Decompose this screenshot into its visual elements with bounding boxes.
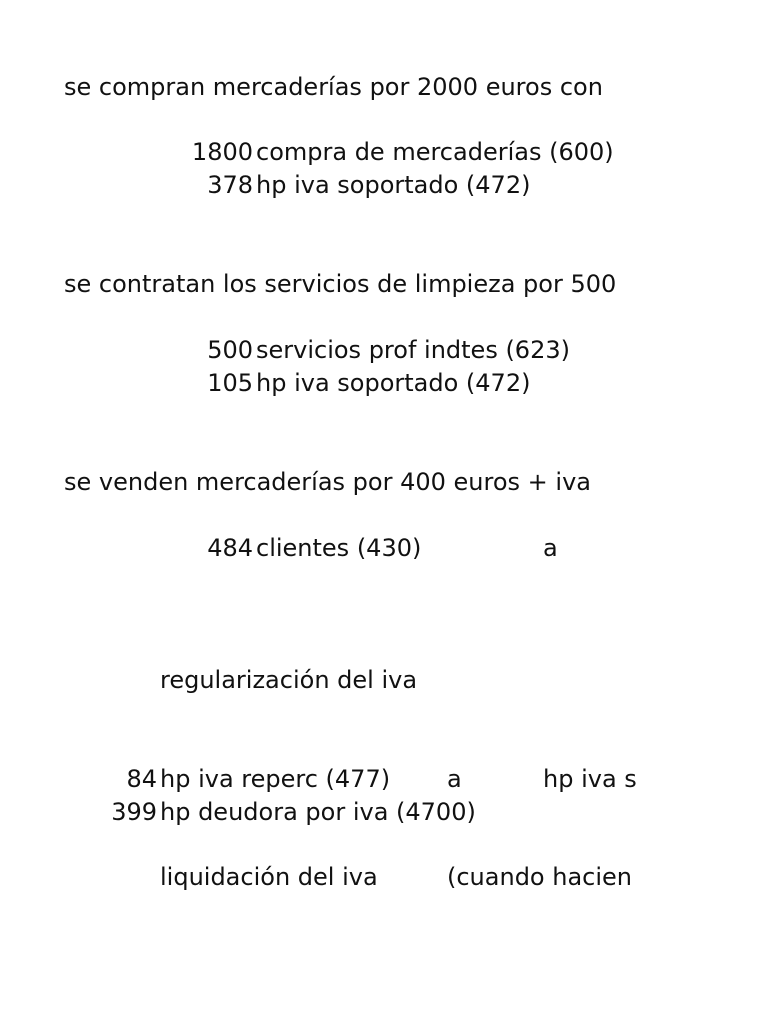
regularizacion-line1-credit: hp iva s	[543, 765, 637, 793]
entry1-heading: se compran mercaderías por 2000 euros con	[64, 73, 603, 101]
entry2-line2-account: hp iva soportado (472)	[256, 369, 531, 397]
regularizacion-title: regularización del iva	[160, 666, 418, 694]
entry1-line2-amount: 378	[207, 171, 253, 199]
entry2-heading: se contratan los servicios de limpieza por 500	[64, 270, 617, 298]
entry3-line1-connector: a	[543, 534, 558, 562]
entry3-line1-account: clientes (430)	[256, 534, 422, 562]
entry1-line2-account: hp iva soportado (472)	[256, 171, 531, 199]
liquidacion-title: liquidación del iva	[160, 863, 378, 891]
entry3-line1-amount: 484	[207, 534, 253, 562]
entry2-line2-amount: 105	[207, 369, 253, 397]
regularizacion-line1-amount: 84	[126, 765, 157, 793]
regularizacion-line2-account: hp deudora por iva (4700)	[160, 798, 476, 826]
entry2-line1-amount: 500	[207, 336, 253, 364]
regularizacion-line2-amount: 399	[111, 798, 157, 826]
entry1-line1-amount: 1800	[191, 138, 253, 166]
entry3-heading: se venden mercaderías por 400 euros + iva	[64, 468, 591, 496]
entry2-line1-account: servicios prof indtes (623)	[256, 336, 570, 364]
regularizacion-line1-connector: a	[447, 765, 462, 793]
liquidacion-note: (cuando hacien	[447, 863, 632, 891]
regularizacion-line1-account: hp iva reperc (477)	[160, 765, 391, 793]
entry1-line1-account: compra de mercaderías (600)	[256, 138, 614, 166]
